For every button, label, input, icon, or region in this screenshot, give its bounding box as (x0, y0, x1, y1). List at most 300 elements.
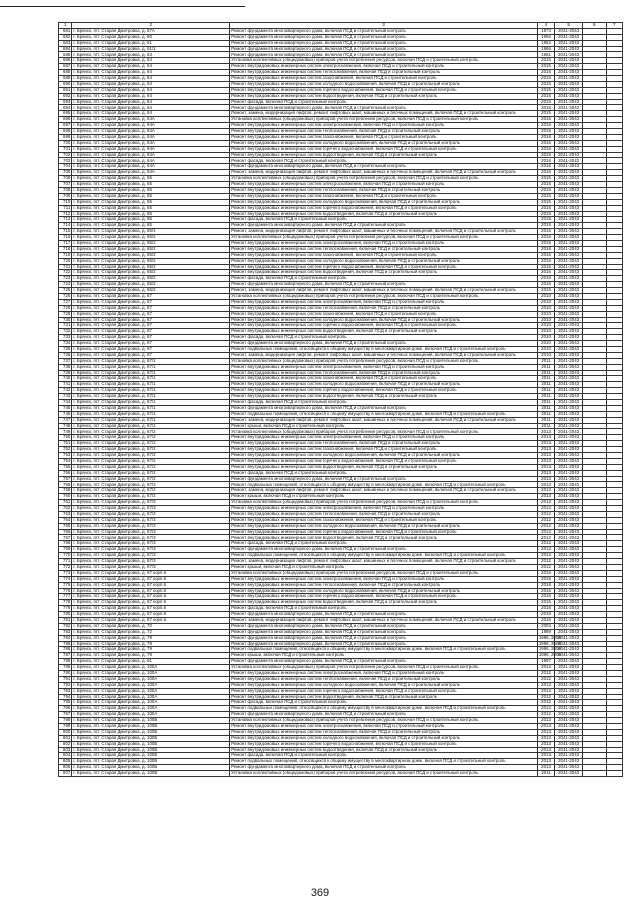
address-cell: г. Брянск, пгт. Старая Дмитровка, д. 67/2 (72, 494, 230, 500)
period-cell: 2041-2043 (555, 187, 583, 193)
address-cell: г. Брянск, пгт. Старая Дмитровка, д. 64А (72, 134, 230, 140)
work-type-cell: Ремонт внутридомовых инженерных систем холодного водоснабжения, включая ПСД и строительный контроль (230, 81, 538, 87)
year-cell: 2015 (537, 76, 554, 82)
work-type-cell: Ремонт внутридомовых инженерных систем горячего водоснабжения, включая ПСД и строительный контроль (230, 458, 538, 464)
work-type-cell: Ремонт внутридомовых инженерных систем теплоснабжения, включая ПСД и строительный контроль (230, 129, 538, 135)
address-cell: г. Брянск, пгт. Старая Дмитровка, д. 67/2 (72, 429, 230, 435)
row-number: 693 (59, 99, 72, 105)
address-cell: г. Брянск, пгт. Старая Дмитровка, д. 67/3 (72, 500, 230, 506)
year-cell: 2010 (537, 323, 554, 329)
row-number: 728 (59, 305, 72, 311)
period-cell: 2041-2043 (555, 293, 583, 299)
address-cell: г. Брянск, пгт. Старая Дмитровка, д. 64А (72, 129, 230, 135)
period-cell: 2041-2043 (555, 735, 583, 741)
row-number: 700 (59, 140, 72, 146)
row-number: 743 (59, 394, 72, 400)
row-number: 802 (59, 741, 72, 747)
row-number: 720 (59, 258, 72, 264)
row-number: 721 (59, 264, 72, 270)
header-col-3: 3 (230, 23, 538, 29)
col7-cell (606, 771, 622, 777)
year-cell: 2010 (537, 352, 554, 358)
address-cell: г. Брянск, пгт. Старая Дмитровка, д. 64 (72, 111, 230, 117)
row-number: 806 (59, 765, 72, 771)
row-number: 750 (59, 435, 72, 441)
address-cell: г. Брянск, пгт. Старая Дмитровка, д. 65/2 (72, 270, 230, 276)
address-cell: г. Брянск, пгт. Старая Дмитровка, д. 64А (72, 117, 230, 123)
row-number: 712 (59, 211, 72, 217)
address-cell: г. Брянск, пгт. Старая Дмитровка, д. 64А (72, 170, 230, 176)
period-cell: 2041-2043 (555, 176, 583, 182)
header-col-6: 6 (582, 23, 606, 29)
period-cell: 2041-2043 (555, 240, 583, 246)
address-cell: г. Брянск, пгт. Старая Дмитровка, д. 67/3 (72, 564, 230, 570)
period-cell: 2041-2043 (555, 511, 583, 517)
work-type-cell: Ремонт подвальных помещений, относящихся к общему имуществу в многоквартирном доме, включая ПСД и строительный контроль (230, 553, 538, 559)
work-type-cell: Ремонт фундамента многоквартирного дома, включая ПСД и строительный контроль (230, 46, 538, 52)
address-cell: г. Брянск, пгт. Старая Дмитровка, д. 79 (72, 653, 230, 659)
period-cell: 2041-2043 (555, 81, 583, 87)
year-cell: 2015 (537, 81, 554, 87)
row-number: 765 (59, 523, 72, 529)
period-cell: 2041-2043 (555, 70, 583, 76)
work-type-cell: Ремонт фундамента многоквартирного дома, включая ПСД и строительный контроль (230, 641, 538, 647)
row-number: 736 (59, 352, 72, 358)
period-cell: 2041-2043 (555, 653, 583, 659)
row-number: 787 (59, 653, 72, 659)
year-cell: 2011 (537, 771, 554, 777)
period-cell: 2041-2043 (555, 500, 583, 506)
address-cell: г. Брянск, пгт. Старая Дмитровка, д. 67/2 (72, 464, 230, 470)
year-cell: 2011 (537, 388, 554, 394)
address-cell: г. Брянск, пгт. Старая Дмитровка, д. 67/2 (72, 441, 230, 447)
address-cell: г. Брянск, пгт. Старая Дмитровка, д. 67/2 (72, 458, 230, 464)
address-cell: г. Брянск, пгт. Старая Дмитровка, д. 65/2 (72, 282, 230, 288)
year-cell: 2012 (537, 665, 554, 671)
row-number: 703 (59, 158, 72, 164)
table-body (59, 28, 623, 776)
row-number: 771 (59, 559, 72, 565)
row-number: 698 (59, 129, 72, 135)
row-number: 762 (59, 506, 72, 512)
address-cell: г. Брянск, пгт. Старая Дмитровка, д. 100А (72, 700, 230, 706)
year-cell: 1961 (537, 52, 554, 58)
work-type-cell: Ремонт, замена, модернизация лифтов, ремонт лифтовых шахт, машинных и блочных помещений, включая ПСД и строительный контроль (230, 170, 538, 176)
row-number: 784 (59, 635, 72, 641)
period-cell: 2041-2043 (555, 594, 583, 600)
address-cell: г. Брянск, пгт. Старая Дмитровка, д. 67/2 (72, 476, 230, 482)
year-cell: 2016 (537, 594, 554, 600)
work-type-cell: Ремонт, замена, модернизация лифтов, ремонт лифтовых шахт, машинных и блочных помещений, включая ПСД и строительный контроль (230, 229, 538, 235)
row-number: 740 (59, 376, 72, 382)
row-number: 731 (59, 323, 72, 329)
year-cell: 2016 (537, 240, 554, 246)
work-type-cell: Ремонт внутридомовых инженерных систем газоснабжения, включая ПСД и строительный контроль (230, 134, 538, 140)
work-type-cell: Ремонт фундамента многоквартирного дома, включая ПСД и строительный контроль (230, 629, 538, 635)
work-type-cell: Ремонт фундамента многоквартирного дома, включая ПСД и строительный контроль (230, 476, 538, 482)
row-number: 759 (59, 488, 72, 494)
work-type-cell: Ремонт внутридомовых инженерных систем горячего водоснабжения, включая ПСД и строительный контроль (230, 529, 538, 535)
row-number: 713 (59, 217, 72, 223)
work-type-cell: Ремонт внутридомовых инженерных систем электроснабжения, включая ПСД и строительный контроль (230, 670, 538, 676)
register-table (58, 22, 623, 777)
row-number: 741 (59, 382, 72, 388)
address-cell: г. Брянск, пгт. Старая Дмитровка, д. 67/3 (72, 517, 230, 523)
address-cell: г. Брянск, пгт. Старая Дмитровка, д. 67 (72, 329, 230, 335)
year-cell: 2011 (537, 400, 554, 406)
period-cell: 2041-2043 (555, 753, 583, 759)
year-cell: 2010 (537, 317, 554, 323)
address-cell: г. Брянск, пгт. Старая Дмитровка, д. 65/2 (72, 246, 230, 252)
work-type-cell: Установка коллективных (общедомовых) приборов учета потребления ресурсов, включая ПСД и строительный контроль (230, 358, 538, 364)
work-type-cell: Ремонт внутридомовых инженерных систем электроснабжения, включая ПСД и строительный контроль (230, 364, 538, 370)
period-cell: 2041-2043 (555, 771, 583, 777)
period-cell: 2041-2043 (555, 411, 583, 417)
work-type-cell: Ремонт внутридомовых инженерных систем теплоснабжения, включая ПСД и строительный контроль (230, 729, 538, 735)
header-col-7: 7 (606, 23, 622, 29)
period-cell: 2041-2043 (555, 323, 583, 329)
year-cell: 2010 (537, 293, 554, 299)
row-number: 773 (59, 570, 72, 576)
address-cell: г. Брянск, пгт. Старая Дмитровка, д. 64 (72, 64, 230, 70)
address-cell: г. Брянск, пгт. Старая Дмитровка, д. 67 (72, 352, 230, 358)
work-type-cell: Ремонт внутридомовых инженерных систем теплоснабжения, включая ПСД и строительный контроль (230, 187, 538, 193)
period-cell: 2041-2043 (555, 564, 583, 570)
address-cell: г. Брянск, пгт. Старая Дмитровка, д. 65 (72, 217, 230, 223)
period-cell: 2041-2043 (555, 688, 583, 694)
work-type-cell: Ремонт внутридомовых инженерных систем электроснабжения, включая ПСД и строительный контроль (230, 723, 538, 729)
period-cell: 2041-2043 (555, 140, 583, 146)
row-number: 797 (59, 712, 72, 718)
address-cell: г. Брянск, пгт. Старая Дмитровка, д. 100Б (72, 729, 230, 735)
header-col-1: 1 (59, 23, 72, 29)
work-type-cell: Ремонт внутридомовых инженерных систем теплоснабжения, включая ПСД и строительный контроль (230, 246, 538, 252)
row-number: 783 (59, 629, 72, 635)
work-type-cell: Ремонт фундамента многоквартирного дома, включая ПСД и строительный контроль (230, 712, 538, 718)
period-cell: 2041-2043 (555, 282, 583, 288)
year-cell: 2010 (537, 346, 554, 352)
address-cell: г. Брянск, пгт. Старая Дмитровка, д. 67/2 (72, 435, 230, 441)
work-type-cell: Ремонт крыши, включая ПСД и строительный контроль (230, 423, 538, 429)
header-col-2: 2 (72, 23, 230, 29)
period-cell: 2041-2043 (555, 582, 583, 588)
year-cell: 2015 (537, 58, 554, 64)
row-number: 745 (59, 405, 72, 411)
work-type-cell: Ремонт внутридомовых инженерных систем холодного водоснабжения, включая ПСД и строительный контроль (230, 199, 538, 205)
row-number: 768 (59, 541, 72, 547)
address-cell: г. Брянск, пгт. Старая Дмитровка, д. 100А (72, 682, 230, 688)
period-cell: 2041-2043 (555, 765, 583, 771)
row-number: 735 (59, 346, 72, 352)
year-cell: 2015 (537, 193, 554, 199)
year-cell: 2013 (537, 441, 554, 447)
period-cell: 2041-2043 (555, 28, 583, 34)
period-cell: 2041-2043 (555, 612, 583, 618)
work-type-cell: Ремонт внутридомовых инженерных систем теплоснабжения, включая ПСД и строительный контроль (230, 370, 538, 376)
year-cell: 2013 (537, 765, 554, 771)
row-number: 786 (59, 647, 72, 653)
work-type-cell: Установка коллективных (общедомовых) приборов учета потребления ресурсов, включая ПСД и строительный контроль (230, 771, 538, 777)
year-cell: 2016 (537, 264, 554, 270)
work-type-cell: Ремонт внутридомовых инженерных систем электроснабжения, включая ПСД и строительный контроль (230, 182, 538, 188)
row-number: 726 (59, 293, 72, 299)
period-cell: 2041-2043 (555, 205, 583, 211)
year-cell: 2016 (537, 270, 554, 276)
address-cell: г. Брянск, пгт. Старая Дмитровка, д. 60 (72, 34, 230, 40)
row-number: 763 (59, 511, 72, 517)
address-cell: г. Брянск, пгт. Старая Дмитровка, д. 65/2 (72, 240, 230, 246)
work-type-cell: Ремонт внутридомовых инженерных систем водоотведения, включая ПСД и строительный контроль (230, 535, 538, 541)
year-cell: 2012 (537, 541, 554, 547)
year-cell: 2016 (537, 252, 554, 258)
address-cell: г. Брянск, пгт. Старая Дмитровка, д. 65/2 (72, 288, 230, 294)
row-number: 738 (59, 364, 72, 370)
period-cell: 2041-2043 (555, 299, 583, 305)
address-cell: г. Брянск, пгт. Старая Дмитровка, д. 67 корп.6 (72, 617, 230, 623)
row-number: 707 (59, 182, 72, 188)
period-cell: 2041-2043 (555, 547, 583, 553)
row-number: 682 (59, 34, 72, 40)
work-type-cell: Ремонт крыши, включая ПСД и строительный контроль (230, 653, 538, 659)
work-type-cell: Ремонт внутридомовых инженерных систем теплоснабжения, включая ПСД и строительный контроль (230, 511, 538, 517)
work-type-cell: Ремонт внутридомовых инженерных систем горячего водоснабжения, включая ПСД и строительный контроль (230, 688, 538, 694)
year-cell: 2016 (537, 164, 554, 170)
year-cell: 2013 (537, 464, 554, 470)
address-cell: г. Брянск, пгт. Старая Дмитровка, д. 67 (72, 346, 230, 352)
period-cell: 2041-2043 (555, 358, 583, 364)
work-type-cell: Ремонт фундамента многоквартирного дома, включая ПСД и строительный контроль (230, 34, 538, 40)
work-type-cell: Ремонт внутридомовых инженерных систем теплоснабжения, включая ПСД и строительный контроль (230, 676, 538, 682)
row-number: 704 (59, 164, 72, 170)
row-number: 790 (59, 670, 72, 676)
year-cell: 2016 (537, 146, 554, 152)
year-cell: 2012 (537, 559, 554, 565)
address-cell: г. Брянск, пгт. Старая Дмитровка, д. 67/3 (72, 553, 230, 559)
year-cell: 2016 (537, 600, 554, 606)
year-cell: 2011 (537, 394, 554, 400)
period-cell: 2041-2043 (555, 229, 583, 235)
work-type-cell: Ремонт внутридомовых инженерных систем горячего водоснабжения, включая ПСД и строительный контроль (230, 741, 538, 747)
row-number: 718 (59, 246, 72, 252)
work-type-cell: Ремонт фасада, включая ПСД и строительный контроль (230, 99, 538, 105)
row-number: 725 (59, 288, 72, 294)
header-col-5: 5 (555, 23, 583, 29)
row-number: 730 (59, 317, 72, 323)
period-cell: 2041-2043 (555, 759, 583, 765)
period-cell: 2041-2043 (555, 470, 583, 476)
row-number: 799 (59, 723, 72, 729)
year-cell: 2016 (537, 134, 554, 140)
work-type-cell: Установка коллективных (общедомовых) приборов учета потребления ресурсов, включая ПСД и строительный контроль (230, 570, 538, 576)
period-cell: 2041-2043 (555, 76, 583, 82)
row-number: 760 (59, 494, 72, 500)
row-number: 788 (59, 659, 72, 665)
period-cell: 2041-2043 (555, 329, 583, 335)
address-cell: г. Брянск, пгт. Старая Дмитровка, д. 65 (72, 176, 230, 182)
work-type-cell: Ремонт крыши, включая ПСД и строительный контроль (230, 494, 538, 500)
row-number: 770 (59, 553, 72, 559)
period-cell: 2041-2043 (555, 435, 583, 441)
address-cell: г. Брянск, пгт. Старая Дмитровка, д. 61/1 (72, 46, 230, 52)
row-number: 751 (59, 441, 72, 447)
address-cell: г. Брянск, пгт. Старая Дмитровка, д. 100А (72, 688, 230, 694)
work-type-cell: Установка коллективных (общедомовых) приборов учета потребления ресурсов, включая ПСД и строительный контроль (230, 176, 538, 182)
period-cell: 2041-2043 (555, 170, 583, 176)
work-type-cell: Ремонт внутридомовых инженерных систем холодного водоснабжения, включая ПСД и строительный контроль (230, 317, 538, 323)
period-cell: 2041-2043 (555, 370, 583, 376)
row-number: 754 (59, 458, 72, 464)
address-cell: г. Брянск, пгт. Старая Дмитровка, д. 64А (72, 164, 230, 170)
period-cell: 2041-2043 (555, 270, 583, 276)
work-type-cell: Ремонт внутридомовых инженерных систем водоотведения, включая ПСД и строительный контроль (230, 329, 538, 335)
work-type-cell: Ремонт фасада, включая ПСД и строительный контроль (230, 541, 538, 547)
row-number: 753 (59, 453, 72, 459)
address-cell: г. Брянск, пгт. Старая Дмитровка, д. 100Б (72, 747, 230, 753)
row-number: 685 (59, 52, 72, 58)
period-cell: 2041-2043 (555, 423, 583, 429)
work-type-cell: Ремонт фундамента многоквартирного дома, включая ПСД и строительный контроль (230, 612, 538, 618)
year-cell: 2015 (537, 99, 554, 105)
year-cell: 2011 (537, 370, 554, 376)
address-cell: г. Брянск, пгт. Старая Дмитровка, д. 79 (72, 635, 230, 641)
row-number: 717 (59, 240, 72, 246)
row-number: 805 (59, 759, 72, 765)
work-type-cell: Ремонт подвальных помещений, относящихся к общему имуществу в многоквартирном доме, включая ПСД и строительный контроль (230, 706, 538, 712)
year-cell: 2015 (537, 93, 554, 99)
address-cell: г. Брянск, пгт. Старая Дмитровка, д. 100А (72, 712, 230, 718)
year-cell: 2012 (537, 700, 554, 706)
address-cell: г. Брянск, пгт. Старая Дмитровка, д. 100А (72, 670, 230, 676)
address-cell: г. Брянск, пгт. Старая Дмитровка, д. 67/2 (72, 482, 230, 488)
address-cell: г. Брянск, пгт. Старая Дмитровка, д. 100В (72, 771, 230, 777)
year-cell: 2011 (537, 382, 554, 388)
row-number: 746 (59, 411, 72, 417)
work-type-cell: Установка коллективных (общедомовых) приборов учета потребления ресурсов, включая ПСД и строительный контроль (230, 235, 538, 241)
period-cell: 2041-2043 (555, 182, 583, 188)
work-type-cell: Ремонт подвальных помещений, относящихся к общему имуществу в многоквартирном доме, включая ПСД и строительный контроль (230, 346, 538, 352)
row-number: 777 (59, 594, 72, 600)
address-cell: г. Брянск, пгт. Старая Дмитровка, д. 67/1 (72, 376, 230, 382)
year-cell: 2013 (537, 729, 554, 735)
year-cell: 2012 (537, 706, 554, 712)
year-cell: 2012 (537, 553, 554, 559)
year-cell: 1997 (537, 659, 554, 665)
year-cell: 2012 (537, 511, 554, 517)
period-cell: 2041-2043 (555, 164, 583, 170)
work-type-cell: Установка коллективных (общедомовых) приборов учета потребления ресурсов, включая ПСД и строительный контроль (230, 500, 538, 506)
year-cell: 2011 (537, 358, 554, 364)
work-type-cell: Установка коллективных (общедомовых) приборов учета потребления ресурсов, включая ПСД и строительный контроль (230, 429, 538, 435)
period-cell: 2041-2043 (555, 670, 583, 676)
row-number: 780 (59, 612, 72, 618)
period-cell: 2041-2043 (555, 364, 583, 370)
work-type-cell: Ремонт фасада, включая ПСД и строительный контроль (230, 700, 538, 706)
year-cell: 2011 (537, 411, 554, 417)
year-cell: 2011 (537, 364, 554, 370)
work-type-cell: Ремонт подвальных помещений, относящихся к общему имуществу в многоквартирном доме, включая ПСД и строительный контроль (230, 482, 538, 488)
address-cell: г. Брянск, пгт. Старая Дмитровка, д. 100Б (72, 735, 230, 741)
year-cell: 2015 (537, 223, 554, 229)
year-cell: 2011 (537, 417, 554, 423)
work-type-cell: Ремонт внутридомовых инженерных систем водоотведения, включая ПСД и строительный контроль (230, 747, 538, 753)
period-cell: 2041-2043 (555, 52, 583, 58)
period-cell: 2041-2043 (555, 517, 583, 523)
year-cell: 2016 (537, 576, 554, 582)
period-cell: 2041-2043 (555, 99, 583, 105)
period-cell: 2041-2043 (555, 264, 583, 270)
row-number: 729 (59, 311, 72, 317)
period-cell: 2041-2043 (555, 152, 583, 158)
period-cell: 2041-2043 (555, 535, 583, 541)
period-cell: 2041-2043 (555, 453, 583, 459)
work-type-cell: Ремонт внутридомовых инженерных систем холодного водоснабжения, включая ПСД и строительный контроль (230, 258, 538, 264)
year-cell: 2010 (537, 311, 554, 317)
work-type-cell: Установка коллективных (общедомовых) приборов учета потребления ресурсов, включая ПСД и строительный контроль (230, 58, 538, 64)
period-cell: 2041-2043 (555, 529, 583, 535)
work-type-cell: Ремонт внутридомовых инженерных систем водоотведения, включая ПСД и строительный контроль (230, 394, 538, 400)
row-number: 694 (59, 105, 72, 111)
year-cell: 1996, 2006 (538, 646, 561, 652)
address-cell: г. Брянск, пгт. Старая Дмитровка, д. 100А (72, 676, 230, 682)
page-number: 369 (310, 887, 330, 899)
work-type-cell: Ремонт внутридомовых инженерных систем газоснабжения, включая ПСД и строительный контроль (230, 447, 538, 453)
period-cell: 2041-2043 (555, 506, 583, 512)
work-type-cell: Ремонт внутридомовых инженерных систем холодного водоснабжения, включая ПСД и строительный контроль (230, 735, 538, 741)
work-type-cell: Ремонт, замена, модернизация лифтов, ремонт лифтовых шахт, машинных и блочных помещений, включая ПСД и строительный контроль (230, 417, 538, 423)
period-cell: 2041-2043 (555, 606, 583, 612)
work-type-cell: Ремонт, замена, модернизация лифтов, ремонт лифтовых шахт, машинных и блочных помещений, включая ПСД и строительный контроль (230, 559, 538, 565)
work-type-cell: Ремонт фасада, включая ПСД и строительный контроль (230, 158, 538, 164)
row-number: 716 (59, 235, 72, 241)
work-type-cell: Ремонт фундамента многоквартирного дома, включая ПСД и строительный контроль (230, 659, 538, 665)
address-cell: г. Брянск, пгт. Старая Дмитровка, д. 64 (72, 76, 230, 82)
address-cell: г. Брянск, пгт. Старая Дмитровка, д. 67/2 (72, 488, 230, 494)
period-cell: 2041-2043 (555, 40, 583, 46)
col6-cell (582, 771, 606, 777)
year-cell: 2016 (537, 117, 554, 123)
address-cell: г. Брянск, пгт. Старая Дмитровка, д. 65/2 (72, 258, 230, 264)
address-cell: г. Брянск, пгт. Старая Дмитровка, д. 67/1 (72, 405, 230, 411)
work-type-cell: Ремонт фасада, включая ПСД и строительный контроль (230, 217, 538, 223)
row-number: 714 (59, 223, 72, 229)
work-type-cell: Ремонт внутридомовых инженерных систем холодного водоснабжения, включая ПСД и строительный контроль (230, 382, 538, 388)
work-type-cell: Ремонт внутридомовых инженерных систем горячего водоснабжения, включая ПСД и строительный контроль (230, 146, 538, 152)
work-type-cell: Ремонт внутридомовых инженерных систем горячего водоснабжения, включая ПСД и строительный контроль (230, 264, 538, 270)
period-cell: 2041-2043 (555, 741, 583, 747)
year-cell: 2015 (537, 111, 554, 117)
work-type-cell: Ремонт внутридомовых инженерных систем газоснабжения, включая ПСД и строительный контроль (230, 517, 538, 523)
work-type-cell: Ремонт внутридомовых инженерных систем электроснабжения, включая ПСД и строительный контроль (230, 240, 538, 246)
row-number: 697 (59, 123, 72, 129)
work-type-cell: Ремонт фундамента многоквартирного дома, включая ПСД и строительный контроль (230, 164, 538, 170)
period-cell: 2041-2043 (555, 64, 583, 70)
work-type-cell: Установка коллективных (общедомовых) приборов учета потребления ресурсов, включая ПСД и строительный контроль (230, 665, 538, 671)
row-number: 804 (59, 753, 72, 759)
row-number: 752 (59, 447, 72, 453)
year-cell: 2016 (537, 170, 554, 176)
row-number: 686 (59, 58, 72, 64)
year-cell: 2013 (537, 488, 554, 494)
year-cell: 2013 (537, 735, 554, 741)
year-cell: 2012 (537, 529, 554, 535)
row-number: 702 (59, 152, 72, 158)
row-number: 807 (59, 771, 72, 777)
period-cell: 2041-2043 (555, 429, 583, 435)
year-cell: 2016 (537, 246, 554, 252)
year-cell: 2016 (537, 152, 554, 158)
period-cell: 2041-2043 (555, 659, 583, 665)
work-type-cell: Ремонт, замена, модернизация лифтов, ремонт лифтовых шахт, машинных и блочных помещений, включая ПСД и строительный контроль (230, 352, 538, 358)
